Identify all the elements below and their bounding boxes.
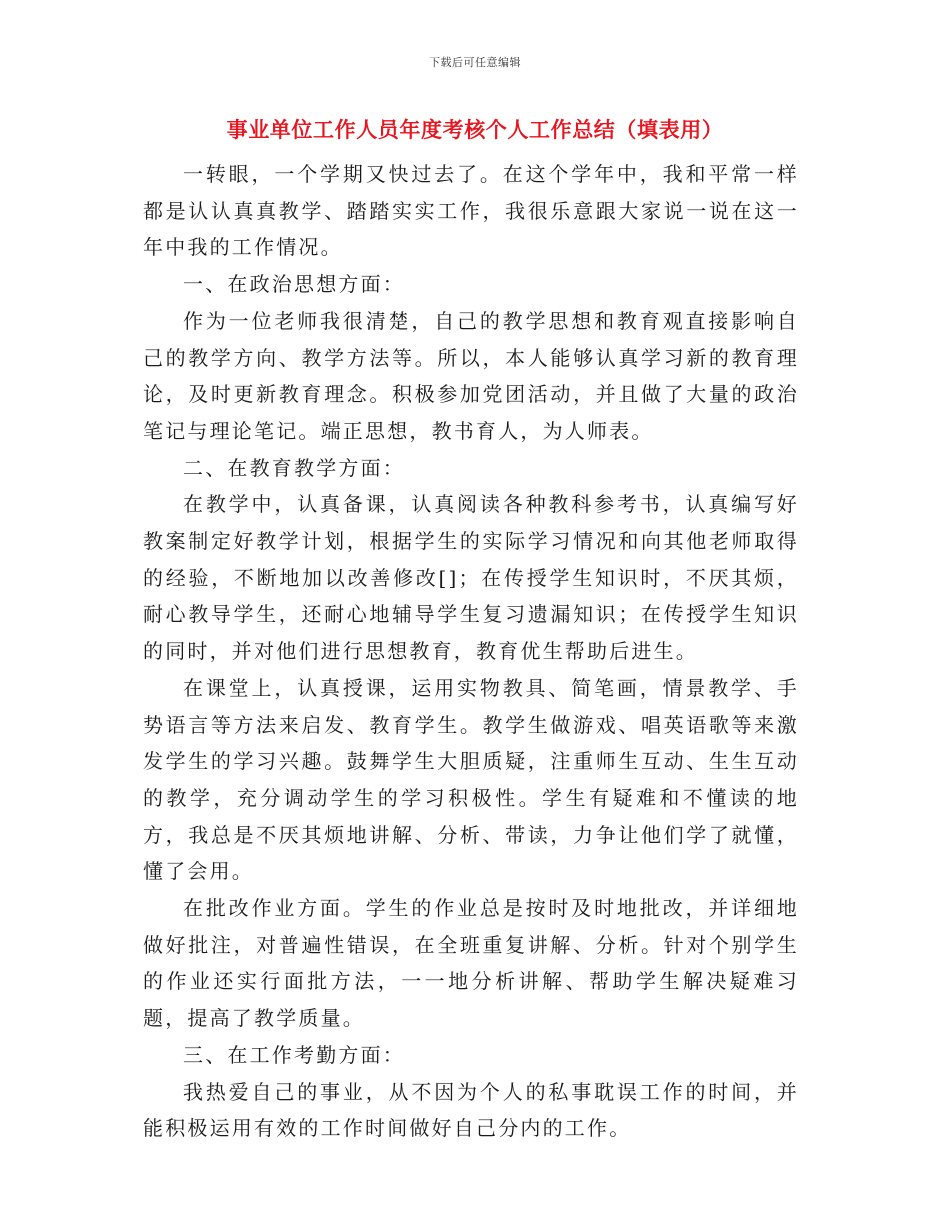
section-heading-teaching: 二、在教育教学方面：	[183, 455, 405, 480]
section-heading-political: 一、在政治思想方面：	[183, 272, 405, 297]
paragraph-homework: 在批改作业方面。学生的作业总是按时及时地批改，并详细地做好批注，对普遍性错误，在全班重复讲解、分析。针对个别学生的作业还实行面批方法，一一地分析讲解、帮助学生解决疑难习题，提高了教学质量。	[143, 896, 799, 1031]
paragraph-teaching: 在教学中，认真备课，认真阅读各种教科参考书，认真编写好教案制定好教学计划，根据学生的实际学习情况和向其他老师取得的经验，不断地加以改善修改[]；在传授学生知识时，不厌其烦，耐心教导学生，还耐心地辅导学生复习遗漏知识；在传授学生知识的同时，并对他们进行思想教育，教育优生帮助后进生。	[143, 492, 799, 664]
paragraph-attendance: 我热爱自己的事业，从不因为个人的私事耽误工作的时间，并能积极运用有效的工作时间做好自己分内的工作。	[143, 1079, 799, 1141]
section-heading-attendance: 三、在工作考勤方面：	[183, 1042, 405, 1067]
paragraph-intro: 一转眼，一个学期又快过去了。在这个学年中，我和平常一样都是认认真真教学、踏踏实实工作，我很乐意跟大家说一说在这一年中我的工作情况。	[143, 162, 799, 260]
paragraph-classroom: 在课堂上，认真授课，运用实物教具、简笔画，情景教学、手势语言等方法来启发、教育学生。教学生做游戏、唱英语歌等来激发学生的学习兴趣。鼓舞学生大胆质疑，注重师生互动、生生互动的教学，充分调动学生的学习积极性。学生有疑难和不懂读的地方，我总是不厌其烦地讲解、分析、带读，力争让他们学了就懂，懂了会用。	[143, 675, 799, 884]
header-note: 下载后可任意编辑	[429, 56, 521, 69]
document-title: 事业单位工作人员年度考核个人工作总结（填表用）	[226, 117, 724, 142]
document-body	[143, 156, 799, 1147]
paragraph-political: 作为一位老师我很清楚，自己的教学思想和教育观直接影响自己的教学方向、教学方法等。所以，本人能够认真学习新的教育理论，及时更新教育理念。积极参加党团活动，并且做了大量的政治笔记与理论笔记。端正思想，教书育人，为人师表。	[143, 308, 799, 443]
